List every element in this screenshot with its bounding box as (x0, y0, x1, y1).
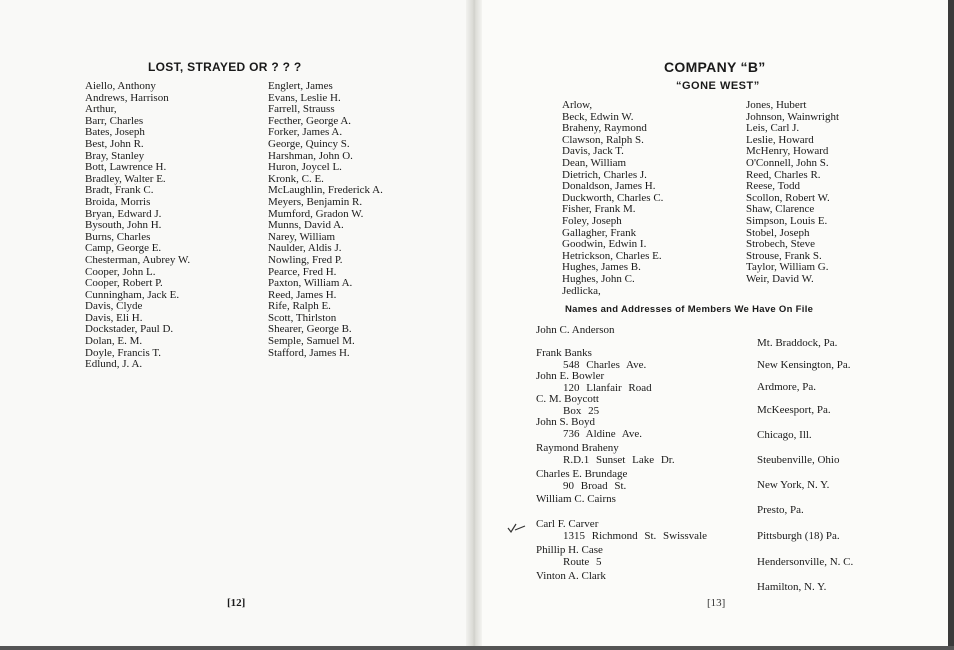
lost-list-item: Camp, George E. (85, 242, 162, 255)
member-street-address: 120 Llanfair Road (563, 382, 652, 394)
lost-list-item: Bates, Joseph (85, 126, 145, 139)
lost-list-item: Narey, William (268, 230, 336, 243)
member-city: Ardmore, Pa. (757, 381, 816, 393)
gone-west-list-item: Strouse, Frank S. (746, 249, 822, 262)
lost-list-item: Doyle, Francis T. (85, 346, 161, 359)
lost-list-item: Edlund, J. A. (85, 358, 143, 371)
left-page (0, 0, 470, 650)
lost-list-item: George, Quincy S. (268, 137, 350, 150)
gone-west-list-item: Leis, Carl J. (746, 122, 800, 135)
page-number-right: [13] (707, 597, 726, 609)
member-name: John E. Bowler (536, 370, 605, 382)
members-on-file-heading: Names and Addresses of Members We Have On File (565, 304, 814, 315)
member-city: Pittsburgh (18) Pa. (757, 530, 840, 542)
gone-west-list-item: Weir, David W. (746, 272, 814, 285)
member-city: New Kensington, Pa. (757, 359, 851, 371)
page-edge-shadow (948, 0, 954, 650)
gone-west-column-1 (562, 100, 663, 297)
member-city: Presto, Pa. (757, 504, 804, 516)
lost-list-item: Rife, Ralph E. (268, 300, 331, 313)
member-city: Mt. Braddock, Pa. (757, 337, 838, 349)
book-gutter (466, 0, 482, 650)
lost-list-item: Meyers, Benjamin R. (268, 195, 363, 208)
lost-list-column-2 (268, 81, 383, 359)
lost-list-item: Bray, Stanley (85, 149, 145, 162)
page-bottom-edge (0, 646, 954, 650)
gone-west-list-item: Goodwin, Edwin I. (562, 238, 647, 251)
gone-west-list-item: Jones, Hubert (746, 99, 807, 111)
lost-list-item: Chesterman, Aubrey W. (85, 253, 191, 266)
lost-list-item: Andrews, Harrison (85, 91, 169, 104)
member-name: John S. Boyd (536, 416, 595, 428)
lost-strayed-heading: LOST, STRAYED OR ? ? ? (148, 60, 302, 74)
lost-list-item: Barr, Charles (85, 114, 144, 127)
gone-west-list-item: Stobel, Joseph (746, 226, 810, 239)
member-name: C. M. Boycott (536, 393, 599, 405)
lost-list-item: Nowling, Fred P. (268, 253, 343, 266)
member-name: Raymond Braheny (536, 442, 619, 454)
gone-west-list-item: Reese, Todd (746, 180, 801, 193)
lost-list-item: Davis, Eli H. (85, 311, 143, 324)
member-city: Steubenville, Ohio (757, 454, 840, 466)
gone-west-list-item: Arlow, (562, 99, 593, 111)
lost-list-item: Harshman, John O. (268, 149, 353, 162)
gone-west-list-item: Gallagher, Frank (562, 226, 637, 239)
gone-west-list-item: Hughes, James B. (562, 261, 641, 274)
member-street-address: 1315 Richmond St. Swissvale (563, 530, 708, 542)
lost-list-item: Bradt, Frank C. (85, 184, 154, 197)
gone-west-subheading: “GONE WEST” (676, 80, 760, 92)
lost-list-column-1 (85, 81, 190, 371)
handwritten-check-mark (507, 521, 527, 535)
lost-list-item: Cooper, Robert P. (85, 277, 163, 290)
lost-list-item: Englert, James (268, 80, 333, 92)
lost-list-item: Munns, David A. (268, 219, 344, 232)
lost-list-item: Bysouth, John H. (85, 219, 162, 232)
lost-list-item: Dolan, E. M. (85, 335, 143, 348)
lost-list-item: Farrell, Strauss (268, 103, 335, 116)
lost-list-item: Evans, Leslie H. (268, 91, 341, 104)
lost-list-item: Burns, Charles (85, 230, 151, 243)
gone-west-list-item: Johnson, Wainwright (746, 110, 840, 123)
lost-list-item: Scott, Thirlston (268, 311, 337, 324)
lost-list-item: Cooper, John L. (85, 265, 156, 278)
member-street-address: Box 25 (563, 405, 600, 417)
member-street-address: R.D.1 Sunset Lake Dr. (563, 454, 675, 466)
member-name: Phillip H. Case (536, 544, 603, 556)
gone-west-list-item: McHenry, Howard (746, 145, 829, 158)
lost-list-item: Arthur, (85, 103, 117, 116)
member-city: Hamilton, N. Y. (757, 581, 827, 593)
gone-west-list-item: Foley, Joseph (562, 214, 622, 227)
gone-west-list-item: Leslie, Howard (746, 133, 814, 146)
lost-list-item: Paxton, William A. (268, 277, 353, 290)
lost-list-item: Shearer, George B. (268, 323, 352, 336)
member-city: New York, N. Y. (757, 479, 830, 491)
member-name: John C. Anderson (536, 324, 615, 336)
gone-west-list-item: Hetrickson, Charles E. (562, 249, 662, 262)
gone-west-column-2 (746, 100, 839, 286)
page-number-left: [12] (227, 597, 246, 609)
gone-west-list-item: Shaw, Clarence (746, 203, 815, 216)
member-street-address: Route 5 (563, 556, 602, 568)
lost-list-item: Forker, James A. (268, 126, 343, 139)
lost-list-item: Stafford, James H. (268, 346, 350, 359)
lost-list-item: Best, John R. (85, 137, 144, 150)
gone-west-list-item: Strobech, Steve (746, 238, 816, 251)
lost-list-item: Aiello, Anthony (85, 80, 156, 92)
company-b-heading: COMPANY “B” (664, 59, 766, 75)
lost-list-item: Fecther, George A. (268, 114, 352, 127)
gone-west-list-item: Braheny, Raymond (562, 122, 647, 135)
lost-list-item: Dockstader, Paul D. (85, 323, 174, 336)
gone-west-list-item: Dean, William (562, 156, 627, 169)
lost-list-item: Huron, Joycel L. (268, 161, 342, 174)
gone-west-list-item: Clawson, Ralph S. (562, 133, 644, 146)
lost-list-item: Bryan, Edward J. (85, 207, 162, 220)
gone-west-list-item: Fisher, Frank M. (562, 203, 636, 216)
member-city: McKeesport, Pa. (757, 404, 831, 416)
gone-west-list-item: Davis, Jack T. (562, 145, 624, 158)
lost-list-item: Cunningham, Jack E. (85, 288, 180, 301)
gone-west-list-item: Reed, Charles R. (746, 168, 821, 181)
member-city: Chicago, Ill. (757, 429, 812, 441)
lost-list-item: Broida, Morris (85, 195, 151, 208)
lost-list-item: Naulder, Aldis J. (268, 242, 342, 255)
gone-west-list-item: Scollon, Robert W. (746, 191, 830, 204)
lost-list-item: Pearce, Fred H. (268, 265, 337, 278)
member-street-address: 90 Broad St. (563, 480, 627, 492)
lost-list-item: Bradley, Walter E. (85, 172, 166, 185)
gone-west-list-item: Duckworth, Charles C. (562, 191, 664, 204)
lost-list-item: Kronk, C. E. (268, 172, 324, 185)
lost-list-item: Mumford, Gradon W. (268, 207, 364, 220)
member-name: Charles E. Brundage (536, 468, 628, 480)
gone-west-list-item: Jedlicka, (562, 284, 601, 297)
gone-west-list-item: Donaldson, James H. (562, 180, 656, 193)
member-street-address: 548 Charles Ave. (563, 359, 647, 371)
lost-list-item: Semple, Samuel M. (268, 335, 355, 348)
gone-west-list-item: Dietrich, Charles J. (562, 168, 647, 181)
gone-west-list-item: Simpson, Louis E. (746, 214, 828, 227)
member-name: Frank Banks (536, 347, 592, 359)
gone-west-list-item: O'Connell, John S. (746, 156, 829, 169)
lost-list-item: Davis, Clyde (85, 300, 143, 313)
gone-west-list-item: Taylor, William G. (746, 261, 829, 274)
member-name: Vinton A. Clark (536, 570, 606, 582)
lost-list-item: McLaughlin, Frederick A. (268, 184, 383, 197)
member-name: William C. Cairns (536, 493, 616, 505)
member-name: Carl F. Carver (536, 518, 599, 530)
lost-list-item: Bott, Lawrence H. (85, 161, 167, 174)
gone-west-list-item: Hughes, John C. (562, 272, 635, 285)
gone-west-list-item: Beck, Edwin W. (562, 110, 634, 123)
lost-list-item: Reed, James H. (268, 288, 337, 301)
member-street-address: 736 Aldine Ave. (563, 428, 642, 440)
member-city: Hendersonville, N. C. (757, 556, 854, 568)
